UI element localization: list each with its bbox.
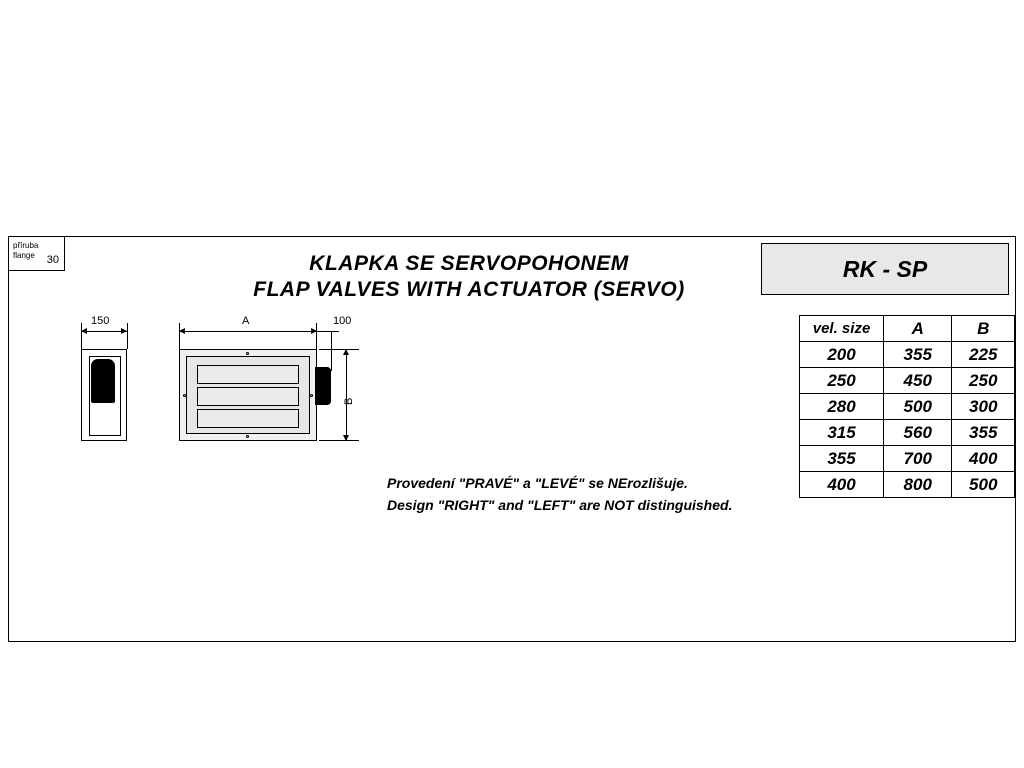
notes-block xyxy=(387,472,732,516)
cell-a: 355 xyxy=(884,342,952,368)
dimension-table xyxy=(799,315,1015,498)
arrow-down-b xyxy=(343,435,349,441)
cell-b: 250 xyxy=(952,368,1015,394)
cell-size: 200 xyxy=(800,342,884,368)
screw xyxy=(246,352,249,355)
table-row xyxy=(800,420,1015,446)
screw xyxy=(310,394,313,397)
title-line-en: FLAP VALVES WITH ACTUATOR (SERVO) xyxy=(253,278,685,301)
cell-a: 500 xyxy=(884,394,952,420)
dim-line-b xyxy=(346,349,347,441)
cell-size: 280 xyxy=(800,394,884,420)
arrow-right-150 xyxy=(121,328,127,334)
table-row xyxy=(800,446,1015,472)
cell-b: 225 xyxy=(952,342,1015,368)
cell-b: 500 xyxy=(952,472,1015,498)
screw xyxy=(246,435,249,438)
ext-line-left-1 xyxy=(81,323,82,349)
ext-line-b-2 xyxy=(319,440,359,441)
table-row xyxy=(800,342,1015,368)
cell-size: 250 xyxy=(800,368,884,394)
cell-a: 560 xyxy=(884,420,952,446)
front-view-actuator xyxy=(315,367,331,405)
flange-label-en: flange xyxy=(13,251,35,260)
title-line-cz: KLAPKA SE SERVOPOHONEM xyxy=(309,252,629,275)
drawing-sheet xyxy=(8,236,1016,642)
cell-b: 355 xyxy=(952,420,1015,446)
cell-b: 400 xyxy=(952,446,1015,472)
cell-a: 450 xyxy=(884,368,952,394)
product-code-box xyxy=(761,243,1009,295)
ext-line-a-1 xyxy=(179,323,180,349)
flange-label-cz: příruba xyxy=(13,241,39,250)
front-view-body xyxy=(179,349,317,441)
flange-value: 30 xyxy=(46,254,59,266)
ext-line-a-2 xyxy=(316,323,317,349)
cell-a: 700 xyxy=(884,446,952,472)
arrow-left-150 xyxy=(81,328,87,334)
table-row xyxy=(800,394,1015,420)
table-row xyxy=(800,472,1015,498)
page-title xyxy=(179,252,759,302)
note-en: Design "RIGHT" and "LEFT" are NOT distinguished. xyxy=(387,497,733,513)
blade xyxy=(197,387,299,406)
dim-line-a xyxy=(179,331,317,332)
arrow-left-a xyxy=(179,328,185,334)
table-header-b: B xyxy=(952,316,1015,342)
screw xyxy=(183,394,186,397)
dim-label-b: B xyxy=(343,397,355,405)
dim-label-100: 100 xyxy=(333,315,352,327)
technical-drawing xyxy=(69,307,389,507)
cell-b: 300 xyxy=(952,394,1015,420)
front-view-frame xyxy=(186,356,310,434)
cell-size: 315 xyxy=(800,420,884,446)
cell-size: 355 xyxy=(800,446,884,472)
blade xyxy=(197,409,299,428)
cell-size: 400 xyxy=(800,472,884,498)
table-header-a: A xyxy=(884,316,952,342)
side-view-actuator xyxy=(91,359,115,403)
ext-line-left-2 xyxy=(127,323,128,349)
note-cz: Provedení "PRAVÉ" a "LEVÉ" se NErozlišuje. xyxy=(387,475,688,491)
table-header-size: vel. size xyxy=(800,316,884,342)
blade xyxy=(197,365,299,384)
table-header-row xyxy=(800,316,1015,342)
flange-labels xyxy=(13,241,38,261)
ext-line-100 xyxy=(331,331,332,371)
table-row xyxy=(800,368,1015,394)
dim-label-a: A xyxy=(242,315,250,327)
arrow-up-b xyxy=(343,349,349,355)
dim-label-150: 150 xyxy=(91,315,110,327)
product-code: RK - SP xyxy=(842,255,928,282)
flange-stamp xyxy=(9,237,65,271)
dim-line-100 xyxy=(317,331,339,332)
ext-line-b-1 xyxy=(319,349,359,350)
cell-a: 800 xyxy=(884,472,952,498)
